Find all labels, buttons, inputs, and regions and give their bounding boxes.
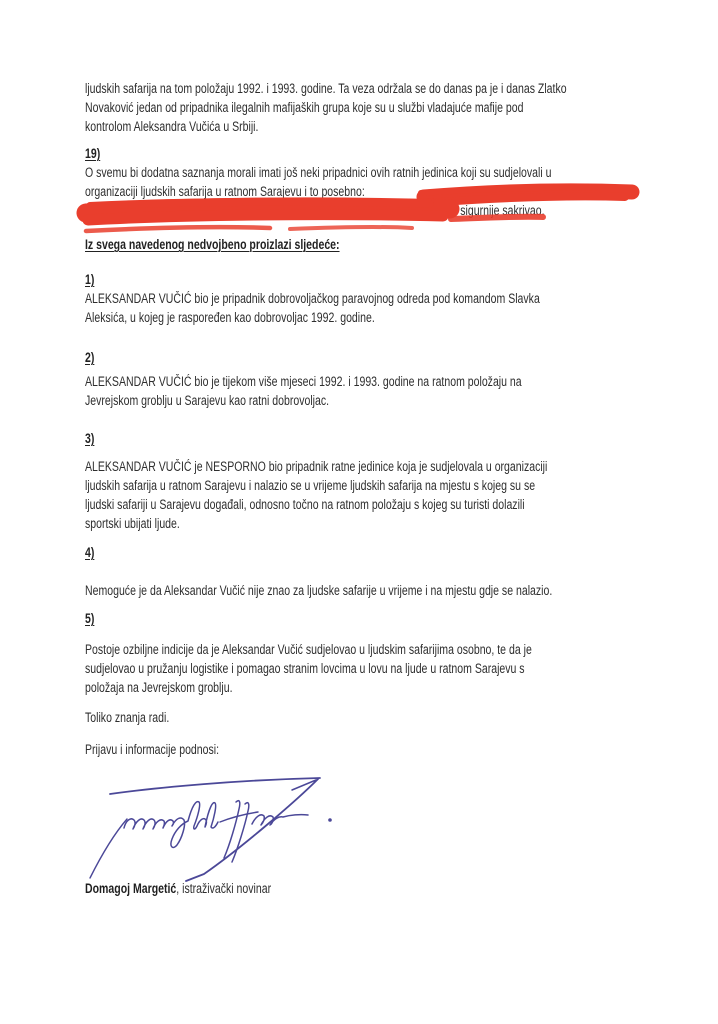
submitter-line: Prijavu i informacije podnosi: [85, 742, 220, 757]
item-1-text: ALEKSANDAR VUČIĆ bio je pripadnik dobrovoljačkog paravojnog odreda pod komandom Slavka Aleksića, u kojeg je raspoređen kao dobrovoljac 1992. godine. [85, 291, 540, 325]
signatory-name: Domagoj Margetić [85, 881, 177, 896]
item-5-label: 5) [85, 611, 95, 626]
item-4-label: 4) [85, 545, 95, 560]
item-3-label: 3) [85, 431, 95, 446]
item-1-label: 1) [85, 272, 95, 287]
item-4-text: Nemoguće je da Aleksandar Vučić nije znao za ljudske safarije u vrijeme i na mjestu gdje se nalazio. [85, 583, 553, 598]
signatory-role: , istraživački novinar [176, 881, 272, 896]
signature-ink [80, 764, 355, 886]
item-2-label: 2) [85, 350, 95, 365]
item-2-text: ALEKSANDAR VUČIĆ bio je tijekom više mjeseci 1992. i 1993. godine na ratnom položaju na Jevrejskom groblju u Sarajevu kao ratni dobrovoljac. [85, 374, 522, 408]
section-19-text-after-redaction: i sigurnije sakrivao. [455, 203, 545, 218]
conclusion-heading: Iz svega navedenog nedvojbeno proizlazi sljedeće: [85, 237, 340, 252]
section-19-label: 19) [85, 146, 101, 161]
signatory-line [85, 879, 271, 898]
section-19-paragraph: O svemu bi dodatna saznanja morali imati još neki pripadnici ovih ratnih jedinica koji su sudjelovali u organizaciji ljudskih safarija u ratnom Sarajevu i to posebno: [85, 165, 552, 199]
item-3-text: ALEKSANDAR VUČIĆ je NESPORNO bio pripadnik ratne jedinice koja je sudjelovala u organizaciji ljudskih safarija u ratnom Sarajevu i nalazio se u vrijeme ljudskih safarija na mjestu s kojeg su se ljudski safariji u Sarajevu događali, odnosno točno na ratnom položaju s kojeg su turisti dolazili sportski ubijati ljude. [85, 459, 548, 531]
item-5-text: Postoje ozbiljne indicije da je Aleksandar Vučić sudjelovao u ljudskim safarijima osobno, te da je sudjelovao u pružanju logistike i pomagao stranim lovcima u lovu na ljude u ratnom Sarajevu s položaja na Jevrejskom groblju. [85, 642, 532, 695]
intro-paragraph: ljudskih safarija na tom položaju 1992. i 1993. godine. Ta veza održala se do danas pa je i danas Zlatko Novaković jedan od pripadnika ilegalnih mafijaških grupa koje su u službi vladajuće mafije pod kontrolom Aleksandra Vučića u Srbiji. [85, 81, 567, 134]
closing-note: Toliko znanja radi. [85, 710, 170, 725]
